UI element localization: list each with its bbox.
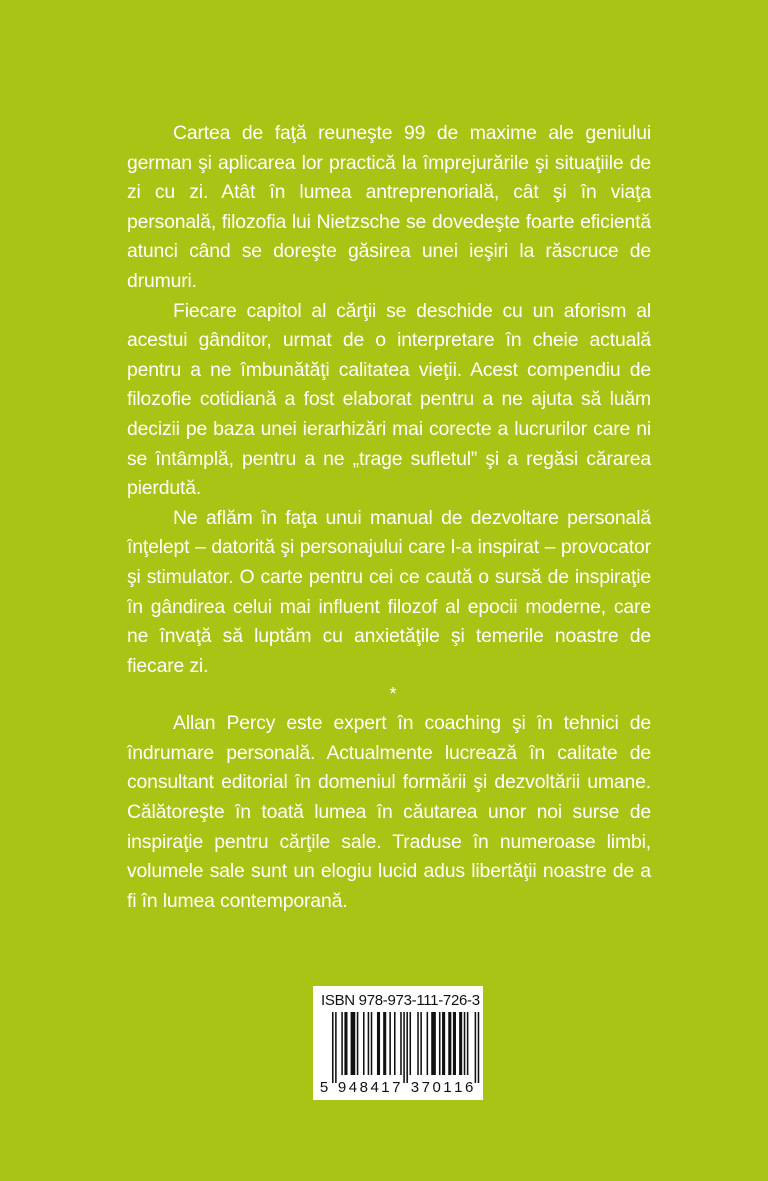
barcode-bar [448, 1012, 451, 1075]
author-bio-paragraph: Allan Percy este expert în coaching şi în tehnici de îndrumare personală. Actualmente lucrează în calitate de consultant editorial în domeniul formării şi dezvoltării umane. Călătoreşte în toată lumea în căutarea unor noi surse de inspiraţie pentru cărţile sale. Traduse în numeroase limbi, volumele sale sunt un elogiu lucid adus libertăţii noastre de a fi în lumea contemporană. [127, 712, 651, 912]
back-cover-text [127, 119, 651, 916]
barcode-guard-bar [403, 1012, 405, 1083]
barcode-digit: 6 [465, 1079, 474, 1096]
barcode-bar [442, 1012, 445, 1075]
barcode-guard-bar [475, 1012, 477, 1083]
barcode-digit: 7 [392, 1079, 401, 1096]
barcode-guard-bar [406, 1012, 408, 1083]
barcode-bar [394, 1012, 396, 1075]
isbn-label: ISBN 978-973-111-726-3 [321, 992, 480, 1009]
barcode-bar [377, 1012, 380, 1075]
barcode-digit: 1 [381, 1079, 390, 1096]
barcode-digit: 0 [432, 1079, 441, 1096]
barcode-digit: 4 [370, 1079, 379, 1096]
barcode-bar [439, 1012, 441, 1075]
barcode-guard-bar [332, 1012, 334, 1083]
barcode-digit: 7 [421, 1079, 430, 1096]
barcode-bars [332, 1012, 479, 1083]
description-paragraph-1: Cartea de faţă reuneşte 99 de maxime ale geniului german şi aplicarea lor practică la împrejurările şi situaţiile de zi cu zi. Atât în lumea antreprenorială, cât şi în viaţa personală, filozofia lui Nietzsche se dovedeşte foarte eficientă atunci când se doreşte găsirea unei ieşiri la răscruce de drumuri. [127, 122, 651, 292]
barcode-bar [410, 1012, 412, 1075]
barcode-bar [389, 1012, 391, 1075]
barcode-bar [459, 1012, 462, 1075]
barcode-bar [341, 1012, 343, 1075]
section-separator: * [389, 684, 397, 705]
barcode-bar [427, 1012, 429, 1075]
barcode-bar [383, 1012, 386, 1075]
barcode-bar [417, 1012, 419, 1075]
barcode-graphic [313, 986, 483, 1100]
description-paragraph-2: Fiecare capitol al cărţii se deschide cu un aforism al acestui gânditor, urmat de o interpretare în cheie actuală pentru a ne îmbunătăţi calitatea vieţii. Acest compendiu de filozofie cotidiană a fost elaborat pentru a ne ajuta să luăm decizii pe baza unei ierarhizări mai corecte a lucrurilor care ni se întâmplă, pentru a ne „trage sufletul” şi a regăsi cărarea pierdută. [127, 299, 651, 500]
barcode-guard-bar [335, 1012, 337, 1083]
barcode-bar [453, 1012, 456, 1075]
barcode-digit: 1 [454, 1079, 463, 1096]
barcode-digit: 3 [410, 1079, 420, 1096]
barcode-bar [400, 1012, 402, 1075]
barcode-digit: 5 [319, 1079, 329, 1096]
barcode-digit: 1 [443, 1079, 452, 1096]
barcode-digit: 8 [359, 1079, 368, 1096]
barcode-bar [351, 1012, 356, 1075]
barcode-digits [320, 1079, 474, 1096]
barcode-digit: 9 [337, 1079, 347, 1096]
barcode-bar [363, 1012, 365, 1075]
barcode-bar [431, 1012, 436, 1075]
barcode-bar [464, 1012, 466, 1075]
description-paragraph-3: Ne aflăm în faţa unui manual de dezvoltare personală înţelept – datorită şi personajului care l-a inspirat – provocator şi stimulator. O carte pentru cei ce caută o sursă de inspiraţie în gândirea celui mai influent filozof al epocii moderne, care ne învaţă să luptăm cu anxietăţile şi temerile noastre de fiecare zi. [127, 506, 651, 677]
barcode-bar [344, 1012, 347, 1075]
isbn-barcode [313, 986, 483, 1100]
barcode-bar [357, 1012, 359, 1075]
barcode-guard-bar [478, 1012, 480, 1083]
barcode-bar [467, 1012, 469, 1075]
barcode-bar [420, 1012, 422, 1075]
barcode-digit: 4 [348, 1079, 358, 1096]
barcode-bar [371, 1012, 373, 1075]
barcode-bar [368, 1012, 370, 1075]
